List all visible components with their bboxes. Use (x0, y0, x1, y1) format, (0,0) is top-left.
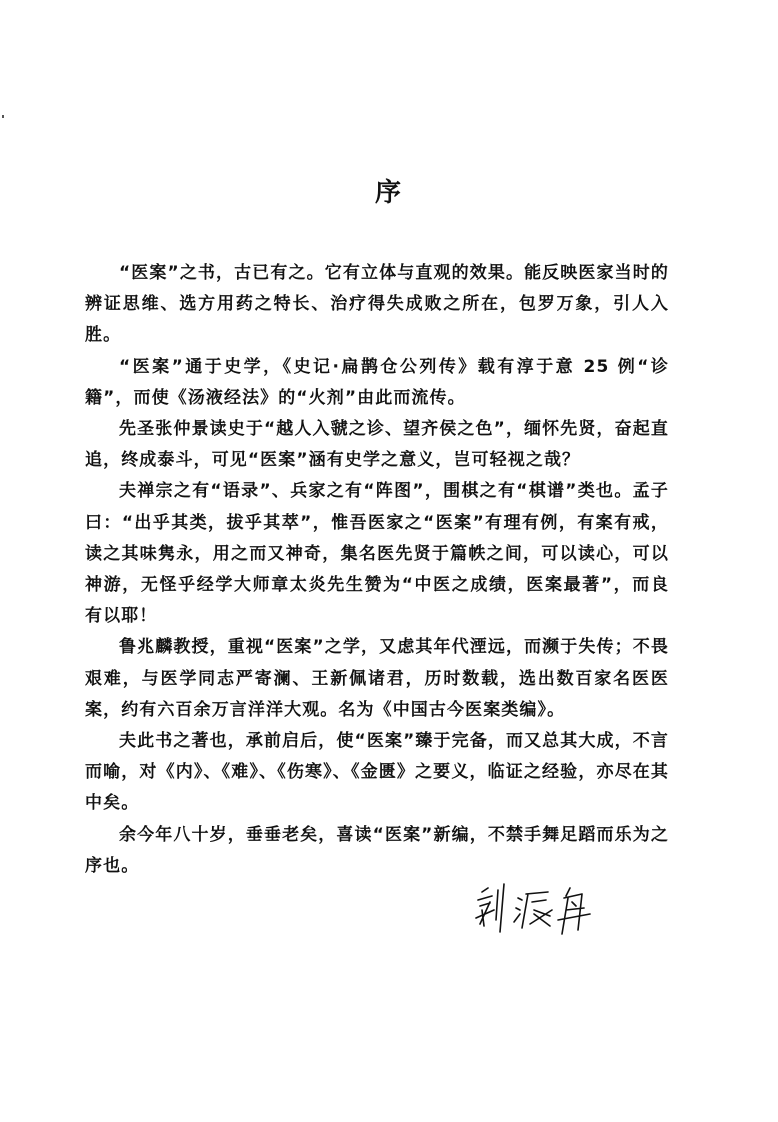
paragraph-5: 鲁兆麟教授，重视“医案”之学，又虑其年代湮远，而濒于失传；不畏艰难，与医学同志严寄澜、王新佩诸君，历时数载，选出数百家名医医案，约有六百余万言洋洋大观。名为《中国古今医案类编》。 (85, 637, 669, 720)
paragraph-2: “医案”通于史学，《史记·扁鹊仓公列传》载有淳于意 25 例“诊籍”，而使《汤液经法》的“火剂”由此而流传。 (85, 356, 669, 408)
paragraph-3: 先圣张仲景读史于“越人入虢之诊、望齐侯之色”，缅怀先贤，奋起直追，终成泰斗，可见“医案”涵有史学之意义，岂可轻视之哉？ (85, 419, 669, 471)
paragraph-7: 余今年八十岁，垂垂老矣，喜读“医案”新编，不禁手舞足蹈而乐为之序也。 (85, 824, 669, 876)
paragraph-4: 夫禅宗之有“语录”、兵家之有“阵图”，围棋之有“棋谱”类也。孟子曰：“出乎其类，拔乎其萃”，惟吾医家之“医案”有理有例，有案有戒，读之其味隽永，用之而又神奇，集名医先贤于篇帙之间，可以读心，可以神游，无怪乎经学大师章太炎先生赞为“中医之成绩，医案最著”，而良有以耶！ (85, 481, 669, 627)
page-title: 序 (374, 178, 403, 208)
paragraph-6: 夫此书之著也，承前启后，使“医案”臻于完备，而又总其大成，不言而喻，对《内》、《难》、《伤寒》、《金匮》之要义，临证之经验，亦尽在其中矣。 (85, 731, 669, 814)
scan-speck (2, 115, 4, 118)
handwritten-signature (470, 880, 600, 940)
preface-body (85, 258, 669, 882)
paragraph-1: “医案”之书，古已有之。它有立体与直观的效果。能反映医家当时的辨证思维、选方用药之特长、治疗得失成败之所在，包罗万象，引人入胜。 (85, 263, 669, 346)
signature-icon (470, 880, 600, 940)
